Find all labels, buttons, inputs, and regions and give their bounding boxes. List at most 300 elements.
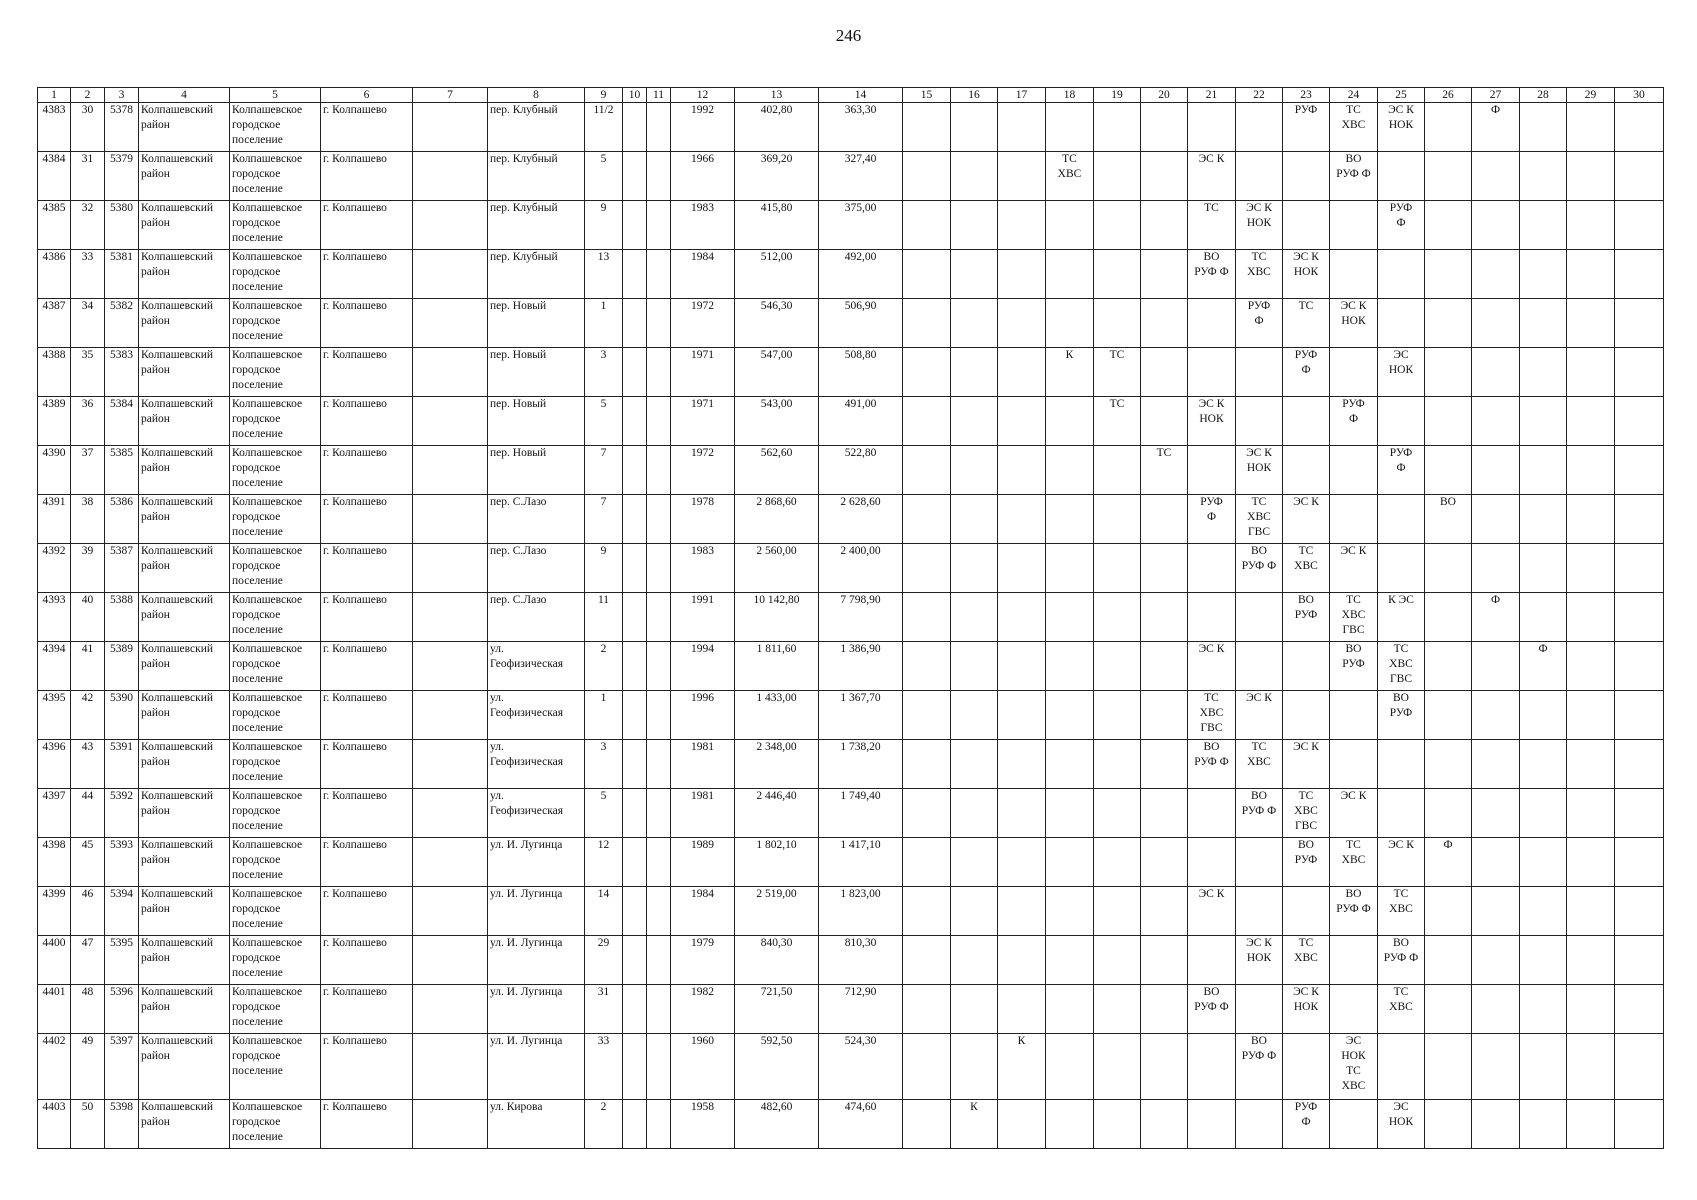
table-cell bbox=[1283, 446, 1330, 495]
table-cell: Колпашевское городское поселение bbox=[230, 1100, 321, 1149]
table-cell: 32 bbox=[71, 201, 105, 250]
table-cell: 4392 bbox=[38, 544, 71, 593]
table-cell bbox=[1330, 348, 1378, 397]
table-cell: РУФ Ф bbox=[1236, 299, 1283, 348]
table-cell bbox=[1472, 1034, 1520, 1100]
table-cell bbox=[1141, 691, 1188, 740]
table-cell bbox=[647, 544, 671, 593]
table-cell bbox=[1425, 985, 1472, 1034]
table-cell bbox=[1520, 691, 1567, 740]
table-cell bbox=[1520, 250, 1567, 299]
table-cell: Колпашевский район bbox=[139, 544, 230, 593]
table-cell bbox=[951, 201, 998, 250]
table-cell: пер. Новый bbox=[488, 299, 585, 348]
table-cell: ЭС НОК ТС ХВС bbox=[1330, 1034, 1378, 1100]
table-cell bbox=[1046, 838, 1094, 887]
table-cell: 1966 bbox=[671, 152, 735, 201]
table-cell: ВО РУФ Ф bbox=[1330, 152, 1378, 201]
table-cell bbox=[1141, 593, 1188, 642]
table-cell: ул. И. Лугинца bbox=[488, 1034, 585, 1100]
table-row bbox=[38, 789, 1664, 838]
table-cell bbox=[1236, 985, 1283, 1034]
table-cell: ВО РУФ Ф bbox=[1330, 887, 1378, 936]
table-cell: Колпашевский район bbox=[139, 103, 230, 152]
table-cell: Колпашевский район bbox=[139, 789, 230, 838]
table-cell bbox=[647, 593, 671, 642]
table-cell bbox=[647, 691, 671, 740]
table-cell: ул. Геофизическая bbox=[488, 691, 585, 740]
table-cell: ВО РУФ Ф bbox=[1188, 740, 1236, 789]
table-cell bbox=[1425, 691, 1472, 740]
table-cell: ЭС К bbox=[1188, 642, 1236, 691]
table-cell bbox=[903, 544, 951, 593]
table-cell bbox=[951, 838, 998, 887]
table-cell bbox=[1330, 1100, 1378, 1149]
table-cell bbox=[1567, 152, 1615, 201]
table-cell: К ЭС bbox=[1378, 593, 1425, 642]
table-cell bbox=[1046, 740, 1094, 789]
table-cell: ТС ХВС bbox=[1330, 838, 1378, 887]
table-cell: Колпашевский район bbox=[139, 348, 230, 397]
table-cell: Колпашевский район bbox=[139, 887, 230, 936]
table-cell bbox=[951, 446, 998, 495]
table-cell bbox=[623, 593, 647, 642]
table-cell bbox=[1330, 740, 1378, 789]
table-cell bbox=[1425, 250, 1472, 299]
table-cell: 1960 bbox=[671, 1034, 735, 1100]
table-row bbox=[38, 887, 1664, 936]
table-cell: 5386 bbox=[105, 495, 139, 544]
column-header: 3 bbox=[105, 88, 139, 103]
table-cell: 2 446,40 bbox=[735, 789, 819, 838]
table-cell bbox=[998, 1100, 1046, 1149]
table-cell bbox=[1046, 397, 1094, 446]
table-cell: ЭС НОК bbox=[1378, 348, 1425, 397]
table-cell bbox=[951, 740, 998, 789]
table-cell: ТС ХВС bbox=[1236, 250, 1283, 299]
table-row bbox=[38, 740, 1664, 789]
table-cell bbox=[623, 887, 647, 936]
table-cell: ЭС К bbox=[1330, 544, 1378, 593]
column-header: 24 bbox=[1330, 88, 1378, 103]
table-cell bbox=[1615, 348, 1664, 397]
table-cell: 1 386,90 bbox=[819, 642, 903, 691]
table-cell bbox=[1188, 789, 1236, 838]
registry-table bbox=[37, 87, 1664, 1149]
table-cell bbox=[1615, 103, 1664, 152]
table-cell bbox=[951, 936, 998, 985]
table-cell: ЭС К bbox=[1188, 152, 1236, 201]
table-cell: 1 749,40 bbox=[819, 789, 903, 838]
table-cell: Ф bbox=[1472, 593, 1520, 642]
table-cell bbox=[951, 985, 998, 1034]
table-cell bbox=[1425, 103, 1472, 152]
table-cell: ТС ХВС bbox=[1283, 936, 1330, 985]
table-cell: Колпашевский район bbox=[139, 691, 230, 740]
table-cell: ВО РУФ Ф bbox=[1236, 789, 1283, 838]
table-cell bbox=[1567, 397, 1615, 446]
table-cell: 508,80 bbox=[819, 348, 903, 397]
table-cell: г. Колпашево bbox=[321, 495, 413, 544]
table-cell bbox=[647, 495, 671, 544]
table-row bbox=[38, 250, 1664, 299]
table-cell bbox=[1378, 1034, 1425, 1100]
table-cell bbox=[1094, 1034, 1141, 1100]
table-cell: пер. С.Лазо bbox=[488, 495, 585, 544]
table-cell: пер. Новый bbox=[488, 397, 585, 446]
table-cell bbox=[623, 201, 647, 250]
table-cell bbox=[903, 789, 951, 838]
table-cell: Колпашевское городское поселение bbox=[230, 936, 321, 985]
table-cell: ТС ХВС ГВС bbox=[1236, 495, 1283, 544]
table-cell: К bbox=[998, 1034, 1046, 1100]
table-cell bbox=[623, 985, 647, 1034]
table-cell bbox=[1236, 838, 1283, 887]
table-cell: 1989 bbox=[671, 838, 735, 887]
table-cell: ЭС К НОК bbox=[1188, 397, 1236, 446]
table-cell bbox=[623, 1034, 647, 1100]
table-cell: 1992 bbox=[671, 103, 735, 152]
table-cell: 5380 bbox=[105, 201, 139, 250]
table-cell bbox=[623, 299, 647, 348]
table-cell bbox=[1567, 789, 1615, 838]
table-cell bbox=[1520, 740, 1567, 789]
table-cell bbox=[1188, 446, 1236, 495]
table-cell bbox=[647, 789, 671, 838]
table-cell: 5391 bbox=[105, 740, 139, 789]
column-header: 20 bbox=[1141, 88, 1188, 103]
table-cell: 2 628,60 bbox=[819, 495, 903, 544]
table-cell: Колпашевское городское поселение bbox=[230, 1034, 321, 1100]
table-cell bbox=[1425, 348, 1472, 397]
table-cell: 5398 bbox=[105, 1100, 139, 1149]
table-cell: ТС ХВС ГВС bbox=[1188, 691, 1236, 740]
table-cell bbox=[413, 299, 488, 348]
table-cell bbox=[1236, 887, 1283, 936]
table-cell: 40 bbox=[71, 593, 105, 642]
table-cell bbox=[1472, 887, 1520, 936]
table-cell: ТС ХВС bbox=[1330, 103, 1378, 152]
table-cell bbox=[1046, 691, 1094, 740]
table-cell: ЭС К bbox=[1283, 495, 1330, 544]
table-cell bbox=[1141, 544, 1188, 593]
table-cell bbox=[647, 642, 671, 691]
table-cell bbox=[1567, 299, 1615, 348]
table-cell bbox=[1046, 789, 1094, 838]
table-cell: ВО РУФ Ф bbox=[1188, 250, 1236, 299]
column-header: 6 bbox=[321, 88, 413, 103]
table-cell: РУФ Ф bbox=[1378, 201, 1425, 250]
table-cell bbox=[1283, 1034, 1330, 1100]
table-cell bbox=[1425, 789, 1472, 838]
table-cell bbox=[1520, 446, 1567, 495]
table-cell bbox=[1472, 789, 1520, 838]
table-cell bbox=[998, 544, 1046, 593]
table-cell bbox=[1188, 544, 1236, 593]
table-cell bbox=[413, 348, 488, 397]
table-cell: Колпашевский район bbox=[139, 495, 230, 544]
table-cell: 4394 bbox=[38, 642, 71, 691]
table-cell bbox=[951, 250, 998, 299]
table-cell: ТС ХВС ГВС bbox=[1330, 593, 1378, 642]
table-cell bbox=[1615, 740, 1664, 789]
table-cell: 4385 bbox=[38, 201, 71, 250]
table-cell bbox=[413, 789, 488, 838]
table-cell bbox=[951, 1034, 998, 1100]
table-cell bbox=[1236, 103, 1283, 152]
table-cell bbox=[1472, 397, 1520, 446]
table-cell bbox=[1615, 201, 1664, 250]
table-cell: ТС ХВС bbox=[1236, 740, 1283, 789]
table-cell bbox=[1094, 740, 1141, 789]
table-cell: 43 bbox=[71, 740, 105, 789]
table-cell bbox=[647, 446, 671, 495]
table-cell bbox=[1472, 152, 1520, 201]
table-cell: пер. Клубный bbox=[488, 103, 585, 152]
table-cell bbox=[1378, 397, 1425, 446]
table-cell bbox=[647, 397, 671, 446]
table-cell: 4395 bbox=[38, 691, 71, 740]
table-cell: 810,30 bbox=[819, 936, 903, 985]
table-cell: 491,00 bbox=[819, 397, 903, 446]
table-cell bbox=[1188, 348, 1236, 397]
table-cell bbox=[1472, 348, 1520, 397]
table-cell bbox=[1615, 495, 1664, 544]
table-cell: 38 bbox=[71, 495, 105, 544]
table-cell: г. Колпашево bbox=[321, 887, 413, 936]
table-cell bbox=[1425, 201, 1472, 250]
table-cell: 1 738,20 bbox=[819, 740, 903, 789]
table-cell bbox=[1046, 495, 1094, 544]
table-cell: 36 bbox=[71, 397, 105, 446]
table-cell bbox=[1046, 593, 1094, 642]
table-cell bbox=[1141, 201, 1188, 250]
table-cell bbox=[1141, 642, 1188, 691]
table-row bbox=[38, 985, 1664, 1034]
table-cell bbox=[1046, 103, 1094, 152]
table-cell bbox=[1141, 1100, 1188, 1149]
table-cell bbox=[1094, 985, 1141, 1034]
table-cell bbox=[623, 348, 647, 397]
table-cell: ТС ХВС bbox=[1046, 152, 1094, 201]
table-cell: пер. Клубный bbox=[488, 250, 585, 299]
table-cell bbox=[1615, 838, 1664, 887]
table-body bbox=[38, 103, 1664, 1149]
table-cell: К bbox=[1046, 348, 1094, 397]
table-cell bbox=[1567, 936, 1615, 985]
table-cell bbox=[1141, 1034, 1188, 1100]
table-cell bbox=[647, 936, 671, 985]
table-cell: 5387 bbox=[105, 544, 139, 593]
table-cell bbox=[998, 250, 1046, 299]
column-header: 23 bbox=[1283, 88, 1330, 103]
table-cell: Колпашевское городское поселение bbox=[230, 152, 321, 201]
table-cell bbox=[1472, 1100, 1520, 1149]
table-cell bbox=[1425, 593, 1472, 642]
table-cell bbox=[1615, 691, 1664, 740]
table-cell bbox=[903, 1034, 951, 1100]
table-cell bbox=[1283, 691, 1330, 740]
table-cell bbox=[1615, 446, 1664, 495]
table-cell: пер. Клубный bbox=[488, 152, 585, 201]
table-cell: 512,00 bbox=[735, 250, 819, 299]
table-cell: 712,90 bbox=[819, 985, 903, 1034]
table-cell: пер. С.Лазо bbox=[488, 544, 585, 593]
table-cell bbox=[413, 936, 488, 985]
column-header: 2 bbox=[71, 88, 105, 103]
table-cell bbox=[903, 1100, 951, 1149]
table-cell: ЭС К НОК bbox=[1236, 446, 1283, 495]
table-cell: г. Колпашево bbox=[321, 397, 413, 446]
table-cell: г. Колпашево bbox=[321, 1034, 413, 1100]
table-cell: ТС ХВС bbox=[1378, 985, 1425, 1034]
table-cell: ВО РУФ bbox=[1330, 642, 1378, 691]
table-cell: 11 bbox=[585, 593, 623, 642]
table-cell bbox=[413, 397, 488, 446]
table-cell: Колпашевское городское поселение bbox=[230, 642, 321, 691]
table-cell: ТС ХВС ГВС bbox=[1378, 642, 1425, 691]
table-cell bbox=[1046, 887, 1094, 936]
table-row bbox=[38, 103, 1664, 152]
table-cell bbox=[998, 789, 1046, 838]
table-cell bbox=[1520, 838, 1567, 887]
table-cell: 2 348,00 bbox=[735, 740, 819, 789]
table-cell: 1 417,10 bbox=[819, 838, 903, 887]
column-header: 4 bbox=[139, 88, 230, 103]
table-cell bbox=[998, 348, 1046, 397]
table-cell: 48 bbox=[71, 985, 105, 1034]
table-cell: Колпашевское городское поселение bbox=[230, 985, 321, 1034]
table-cell bbox=[413, 152, 488, 201]
table-cell bbox=[903, 299, 951, 348]
table-cell bbox=[1094, 446, 1141, 495]
table-cell: ВО РУФ Ф bbox=[1236, 1034, 1283, 1100]
table-cell: 721,50 bbox=[735, 985, 819, 1034]
column-header: 1 bbox=[38, 88, 71, 103]
table-cell bbox=[1520, 1034, 1567, 1100]
table-cell bbox=[1615, 250, 1664, 299]
table-cell bbox=[1046, 299, 1094, 348]
table-cell: г. Колпашево bbox=[321, 544, 413, 593]
table-row bbox=[38, 691, 1664, 740]
table-cell bbox=[1046, 446, 1094, 495]
table-cell bbox=[1425, 397, 1472, 446]
table-cell bbox=[1283, 887, 1330, 936]
table-cell: 492,00 bbox=[819, 250, 903, 299]
table-cell bbox=[951, 789, 998, 838]
table-cell: ВО РУФ bbox=[1378, 691, 1425, 740]
table-cell: 1994 bbox=[671, 642, 735, 691]
table-row bbox=[38, 593, 1664, 642]
table-cell: 4390 bbox=[38, 446, 71, 495]
table-cell: Колпашевский район bbox=[139, 1034, 230, 1100]
table-cell bbox=[1188, 593, 1236, 642]
table-cell bbox=[1236, 642, 1283, 691]
table-cell: 39 bbox=[71, 544, 105, 593]
table-cell: 1 433,00 bbox=[735, 691, 819, 740]
table-cell bbox=[951, 887, 998, 936]
table-cell bbox=[1378, 544, 1425, 593]
table-cell bbox=[1141, 495, 1188, 544]
table-cell bbox=[998, 446, 1046, 495]
table-cell: РУФ Ф bbox=[1330, 397, 1378, 446]
table-cell: Колпашевский район bbox=[139, 642, 230, 691]
table-cell bbox=[413, 201, 488, 250]
table-cell bbox=[1283, 152, 1330, 201]
table-cell bbox=[413, 740, 488, 789]
table-row bbox=[38, 348, 1664, 397]
table-cell bbox=[647, 103, 671, 152]
column-header: 26 bbox=[1425, 88, 1472, 103]
table-cell: Колпашевское городское поселение bbox=[230, 789, 321, 838]
table-cell bbox=[1141, 985, 1188, 1034]
table-cell: РУФ Ф bbox=[1283, 348, 1330, 397]
table-cell: 3 bbox=[585, 740, 623, 789]
table-cell bbox=[1094, 250, 1141, 299]
table-cell bbox=[623, 446, 647, 495]
table-cell bbox=[1330, 250, 1378, 299]
table-cell: 7 bbox=[585, 446, 623, 495]
table-cell bbox=[1188, 1100, 1236, 1149]
column-header: 16 bbox=[951, 88, 998, 103]
table-row bbox=[38, 544, 1664, 593]
table-cell bbox=[647, 1034, 671, 1100]
table-cell bbox=[1141, 740, 1188, 789]
table-cell: 1972 bbox=[671, 299, 735, 348]
table-cell: Колпашевское городское поселение bbox=[230, 201, 321, 250]
table-cell bbox=[1472, 544, 1520, 593]
table-cell: К bbox=[951, 1100, 998, 1149]
table-cell bbox=[903, 250, 951, 299]
table-cell bbox=[1425, 887, 1472, 936]
table-cell bbox=[1520, 201, 1567, 250]
table-cell bbox=[951, 691, 998, 740]
table-cell bbox=[1472, 201, 1520, 250]
table-cell: Колпашевское городское поселение bbox=[230, 495, 321, 544]
table-cell: 5389 bbox=[105, 642, 139, 691]
table-cell: Колпашевское городское поселение bbox=[230, 838, 321, 887]
table-cell: ВО РУФ Ф bbox=[1188, 985, 1236, 1034]
table-cell: г. Колпашево bbox=[321, 299, 413, 348]
table-cell: Ф bbox=[1472, 103, 1520, 152]
table-cell: 547,00 bbox=[735, 348, 819, 397]
table-cell bbox=[1141, 936, 1188, 985]
table-cell: Колпашевский район bbox=[139, 152, 230, 201]
table-cell bbox=[1330, 691, 1378, 740]
table-cell bbox=[1567, 985, 1615, 1034]
table-cell: г. Колпашево bbox=[321, 789, 413, 838]
table-cell: г. Колпашево bbox=[321, 593, 413, 642]
table-cell bbox=[413, 985, 488, 1034]
table-cell bbox=[1283, 201, 1330, 250]
table-cell bbox=[1236, 593, 1283, 642]
table-cell bbox=[1615, 985, 1664, 1034]
table-cell: ТС bbox=[1094, 348, 1141, 397]
table-cell bbox=[1188, 103, 1236, 152]
table-cell bbox=[1520, 299, 1567, 348]
table-cell: ул. И. Лугинца bbox=[488, 838, 585, 887]
table-cell: 5397 bbox=[105, 1034, 139, 1100]
table-cell: Колпашевский район bbox=[139, 740, 230, 789]
table-cell bbox=[1046, 250, 1094, 299]
table-cell: ЭС К bbox=[1283, 740, 1330, 789]
table-cell bbox=[1615, 1100, 1664, 1149]
table-cell: 5393 bbox=[105, 838, 139, 887]
table-cell bbox=[1330, 446, 1378, 495]
table-cell: ЭС К bbox=[1330, 789, 1378, 838]
table-cell bbox=[998, 740, 1046, 789]
table-cell: 1978 bbox=[671, 495, 735, 544]
